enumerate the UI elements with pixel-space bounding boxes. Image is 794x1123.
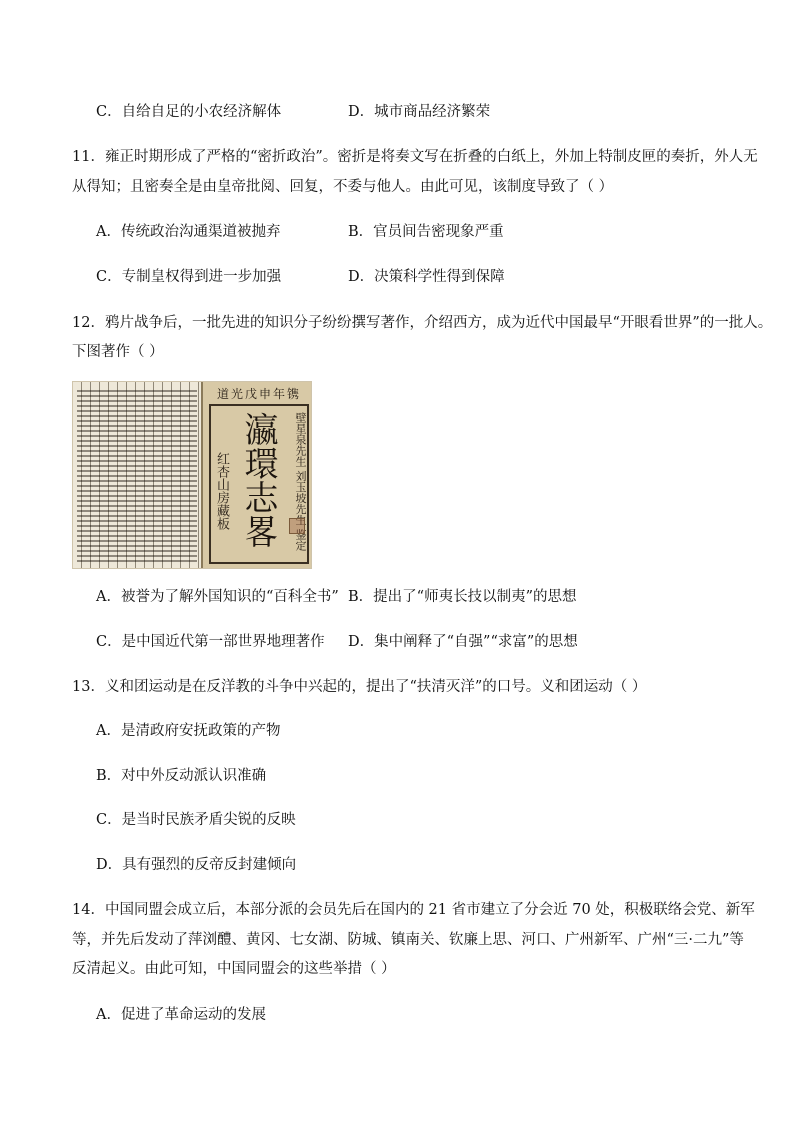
q11-stem-line2: 从得知；且密奏全是由皇帝批阅、回复，不委与他人。由此可见，该制度导致了（ ） [72, 179, 614, 195]
q11-option-c[interactable]: C．专制皇权得到进一步加强 [96, 269, 282, 285]
q13-option-b[interactable]: B．对中外反动派认识准确 [96, 768, 267, 784]
book-cover-title: 瀛環志畧 [238, 412, 278, 548]
q10-option-c[interactable]: C．自给自足的小农经济解体 [96, 104, 282, 120]
q14-stem-line1: 14．中国同盟会成立后，本部分派的会员先后在国内的 21 省市建立了分会近 70 处，积极联络会党、新军 [72, 902, 755, 918]
q13-option-c[interactable]: C．是当时民族矛盾尖锐的反映 [96, 812, 296, 828]
book-cover-top-label: 道光戊申年镌 [216, 387, 301, 401]
q14-stem-line2: 等，并先后发动了萍浏醴、黄冈、七女湖、防城、镇南关、钦廉上思、河口、广州新军、广州“三·二九”等 [72, 932, 744, 948]
q14-option-a[interactable]: A．促进了革命运动的发展 [96, 1007, 266, 1023]
q10-option-d[interactable]: D．城市商品经济繁荣 [348, 104, 491, 120]
q12-option-a[interactable]: A．被誉为了解外国知识的“百科全书” [96, 589, 339, 605]
book-cover [201, 382, 312, 568]
q11-stem-line1: 11．雍正时期形成了严格的“密折政治”。密折是将奏文写在折叠的白纸上，外加上特制皮匣的奏折，外人无 [72, 149, 758, 165]
q11-option-a[interactable]: A．传统政治沟通渠道被抛弃 [96, 224, 281, 240]
book-text-pages [73, 382, 201, 568]
q12-option-c[interactable]: C．是中国近代第一部世界地理著作 [96, 634, 325, 650]
q14-stem-line3: 反清起义。由此可知，中国同盟会的这些举措（ ） [72, 961, 396, 977]
book-cover-editors: 壁星泉先生 刘玉坡先生 鉴定 [294, 412, 307, 551]
q13-option-a[interactable]: A．是清政府安抚政策的产物 [96, 723, 281, 739]
q13-option-d[interactable]: D．具有强烈的反帝反封建倾向 [96, 857, 297, 873]
q12-option-d[interactable]: D．集中阐释了“自强”“求富”的思想 [348, 634, 578, 650]
seal-icon [289, 518, 305, 534]
q11-option-d[interactable]: D．决策科学性得到保障 [348, 269, 505, 285]
q12-option-b[interactable]: B．提出了“师夷长技以制夷”的思想 [348, 589, 577, 605]
q12-stem-line2: 下图著作（ ） [72, 344, 164, 360]
q11-option-b[interactable]: B．官员间告密现象严重 [348, 224, 504, 240]
q13-stem-line1: 13．义和团运动是在反洋教的斗争中兴起的，提出了“扶清灭洋”的口号。义和团运动（ ） [72, 679, 647, 695]
book-cover-publisher: 红杏山房藏板 [214, 452, 229, 530]
q12-stem-line1: 12．鸦片战争后，一批先进的知识分子纷纷撰写著作，介绍西方，成为近代中国最早“开眼看世界”的一批人。 [72, 315, 773, 331]
book-image-yinghuan-zhilue [72, 381, 312, 569]
